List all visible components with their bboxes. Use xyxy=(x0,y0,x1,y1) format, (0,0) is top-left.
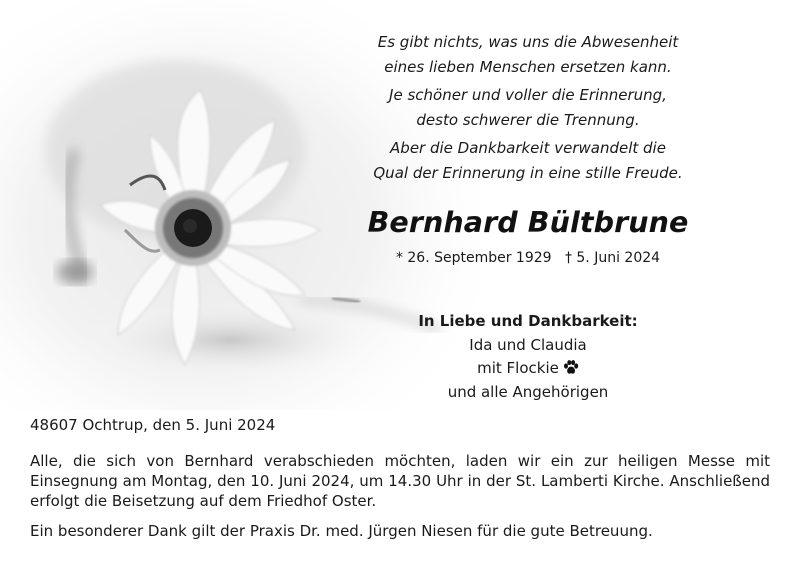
mourners-block xyxy=(380,310,676,404)
thanks-paragraph: Ein besonderer Dank gilt der Praxis Dr. med. Jürgen Niesen für die gute Betreuung. xyxy=(30,522,653,540)
quote-stanza xyxy=(340,30,716,79)
life-dates xyxy=(340,250,716,266)
mourner-line: Ida und Claudia xyxy=(469,335,587,354)
quote-stanza xyxy=(340,83,716,132)
paw-print-icon xyxy=(563,360,579,375)
quote-line: Je schöner und voller die Erinnerung, xyxy=(389,86,667,104)
quote-line: Es gibt nichts, was uns die Abwesenheit xyxy=(377,33,679,51)
place-and-date: 48607 Ochtrup, den 5. Juni 2024 xyxy=(30,416,276,434)
quote-line: Aber die Dankbarkeit verwandelt die xyxy=(390,139,666,157)
quote-line: eines lieben Menschen ersetzen kann. xyxy=(384,57,672,76)
mourners-heading: In Liebe und Dankbarkeit: xyxy=(418,312,638,330)
quote-line: desto schwerer die Trennung. xyxy=(416,110,640,129)
mourner-line-text: mit Flockie xyxy=(477,359,559,377)
funeral-details xyxy=(30,451,770,551)
quote-line: Qual der Erinnerung in eine stille Freude. xyxy=(373,163,683,182)
memorial-quote xyxy=(340,30,716,189)
service-paragraph: Alle, die sich von Bernhard verabschieden möchten, laden wir ein zur heiligen Messe mit Einsegnung am Montag, den 10. Juni 2024, um 14.30 Uhr in der St. Lamberti Kirche. Anschließend erfolgt die Beisetzung auf dem Friedhof Oster. xyxy=(30,452,770,510)
deceased-name: Bernhard Bültbrune xyxy=(367,206,689,239)
mourner-line xyxy=(380,357,676,381)
quote-stanza xyxy=(340,136,716,185)
death-date: † 5. Juni 2024 xyxy=(564,250,661,266)
mourner-line: und alle Angehörigen xyxy=(447,382,609,401)
birth-date: * 26. September 1929 xyxy=(395,250,552,266)
